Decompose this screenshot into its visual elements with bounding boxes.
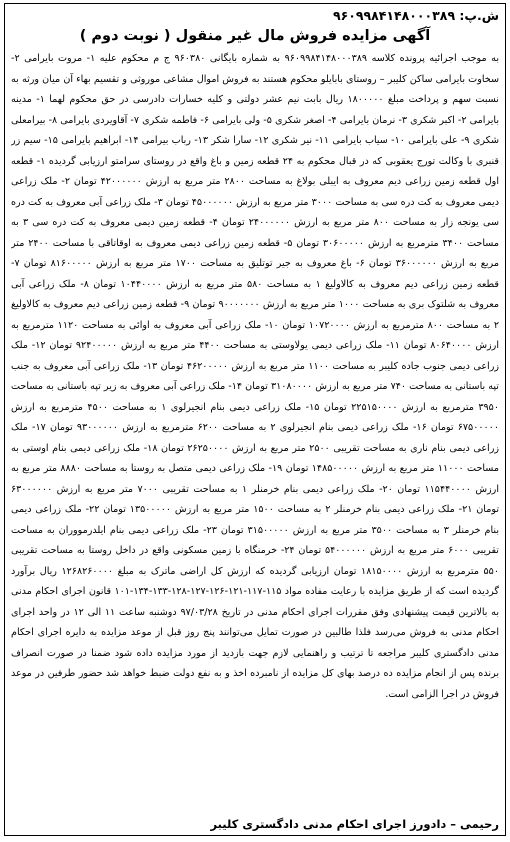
reference-number: ش.پ: ۹۶۰۹۹۸۴۱۴۸۰۰۰۳۸۹	[333, 8, 499, 23]
notice-frame	[4, 3, 506, 836]
notice-body: به موجب اجرائیه پرونده کلاسه ۹۶۰۹۹۸۴۱۴۸۰۰۰۳۸۹ به شماره بایگانی ۹۶۰۳۸۰ ج م محکوم علیه ۱- مروت بایرامی ۲- سخاوت بایرامی ساکن کلیبر – روستای بابایلو محکوم هستند به فروش اموال مشاعی موروثی و تقسیم بهاء آن میان ورثه به نسبت سهم و پرداخت مبلغ ۱۸۰۰۰۰۰ ریال بابت نیم عشر دولتی و کلیه خسارات دادرسی در حق محکوم لهما ۱- مدینه بایرامی ۲- اکبر شکری ۳- نرمان بایرامی ۴- اصغر شکری ۵- ولی بایرامی ۶- فاطمه شکری ۷- آقاویردی بایرامی ۸- بیرامعلی شکری ۹- علی بایرامی ۱۰- سیاب بایرامی ۱۱- نیر شکری ۱۲- سارا شکر ۱۳- رباب بیرامی ۱۴- ابراهیم بایرامی ۱۵- سیم زر قنبری با وکالت تورج یعقوبی که در قبال محکوم به ۲۴ قطعه زمین و باغ واقع در روستای سرامتو ارزیابی گردیده ۱- قطعه اول قطعه زمین زراعی دیم معروف به ایبلی بولاغ به مساحت ۲۸۰۰ متر مربع به ارزش ۴۲۰۰۰۰۰۰ تومان ۲- ملک زراعی دیمی معروف به کت دره سی به مساحت ۳۰۰۰ متر مربع به ارزش ۴۵۰۰۰۰۰۰ تومان ۳- ملک زراعی آبی معروف به کت دره سی یونجه زار به مساحت ۸۰۰ متر مربع به ارزش ۲۴۰۰۰۰۰۰ تومان ۴- قطعه زمین دیمی معروف به کت دره سی ۳ به مساحت ۳۴۰۰ مترمربع به ارزش ۳۰۶۰۰۰۰۰ تومان ۵- قطعه زمین زراعی دیمی معروف به اوقاتاقی با مساحت ۲۴۰۰ متر مربع به ارزش ۳۶۰۰۰۰۰۰ تومان ۶- باغ معروف به جیر توتلیق به مساحت ۱۷۰۰ متر مربع به ارزش ۸۱۶۰۰۰۰۰ تومان ۷- قطعه زمین زراعی دیم معروف به کالاولیغ ۱ به مساحت ۵۸۰ متر مربع به ارزش ۱۰۴۴۰۰۰۰ تومان ۸- ملک زراعی آبی معروف به شلتوک بری به مساحت ۱۰۰۰ متر مربع به ارزش ۹۰۰۰۰۰۰۰ تومان ۹- قطعه زمین زراعی دیم معروف به کالاولیغ ۲ به مساحت ۸۰۰ مترمربع به ارزش ۱۰۷۲۰۰۰۰ تومان ۱۰- ملک زراعی آبی معروف به اوائی به مساحت ۱۱۲۰ مترمربع به ارزش ۸۰۶۴۰۰۰۰ تومان ۱۱- ملک زراعی دیمی یولاوستی به مساحت ۴۴۰۰ متر مربع به ارزش ۹۲۴۰۰۰۰۰ تومان ۱۲- ملک زراعی دیمی جنوب جاده کلیبر به مساحت ۱۱۰۰ متر مربع به ارزش ۴۶۲۰۰۰۰۰ تومان ۱۳- ملک زراعی آبی معروف به جنب تپه باستانی به مساحت ۷۴۰ متر مربع به ارزش ۳۱۰۸۰۰۰۰ تومان ۱۴- ملک زراعی آبی معروف به زیر تپه باستانی به مساحت ۳۹۵۰ مترمربع به ارزش ۲۲۵۱۵۰۰۰۰ تومان ۱۵- ملک زراعی دیمی بنام انجیرلوی ۱ به مساحت ۴۵۰۰ مترمربع به ارزش ۶۷۵۰۰۰۰۰ تومان ۱۶- ملک زراعی دیمی بنام انجیرلوی ۲ به مساحت ۶۲۰۰ مترمربع به ارزش ۹۳۰۰۰۰۰۰ تومان ۱۷- ملک زراعی دیمی بنام ناری به مساحت تقریبی ۲۵۰۰ متر مربع به ارزش ۲۶۲۵۰۰۰۰ تومان ۱۸- ملک زراعی دیمی بنام اوستی به مساحت ۱۱۰۰۰ متر مربع به ارزش ۱۴۸۵۰۰۰۰۰ تومان ۱۹- ملک زراعی دیمی متصل به روستا به مساحت ۸۸۸۰ متر مربع به ارزش ۱۱۵۴۴۰۰۰۰ تومان ۲۰- ملک زراعی دیمی بنام خرمنلر ۱ به مساحت تقریبی ۷۰۰۰ متر مربع به ارزش ۶۳۰۰۰۰۰۰ تومان ۲۱- ملک زراعی دیمی بنام خرمنلر ۲ به مساحت ۱۵۰۰ متر مربع به ارزش ۱۳۵۰۰۰۰۰ تومان ۲۲- ملک زراعی دیمی بنام خرمنلر ۳ به مساحت ۳۵۰۰ متر مربع به ارزش ۳۱۵۰۰۰۰۰ تومان ۲۳- ملک زراعی دیمی بنام ایلدرمووران به مساحت تقریبی ۶۰۰۰ متر مربع به ارزش ۵۴۰۰۰۰۰۰ تومان ۲۴- خرمنگاه با زمین مسکونی واقع در داخل روستا به مساحت تقریبی ۵۵۰ مترمربع به ارزش ۱۸۱۵۰۰۰۰ تومان ارزیابی گردیده که ارزش کل اراضی ماترک به مبلغ ۱۲۶۸۲۶۰۰۰۰ ریال برآورد گردیده است که از طریق مزایده با رعایت مفاده مواد ۱۱۵-۱۱۷-۱۲۱-۱۲۶-۱۲۷-۱۲۸-۱۳۳-۱۳۴-۱۰۱ قانون اجرای احکام مدنی به بالاترین قیمت پیشنهادی وفق مقررات اجرای احکام مدنی در تاریخ ۹۷/۰۳/۲۸ دوشنبه ساعت ۱۱ الی ۱۲ در واحد اجرای احکام مدنی به فروش می‌رسد فلذا طالبین در صورت تمایل می‌توانند پنج روز قبل از موعد مزایده به دایره اجرای احکام مدنی دادگستری کلیبر مراجعه تا ترتیب و راهنمایی لازم جهت بازدید از مورد مزایده داده شود ضمنا در صورت انصراف برنده پس از انجام مزایده ده درصد بهای کل مزایده از نامبرده اخذ و به نفع دولت ضبط خواهد شد حضور طرفین در موعد فروش در اجرا الزامی است.	[11, 53, 499, 700]
notice-signature: رحیمی – دادورز اجرای احکام مدنی دادگستری کلیبر	[210, 817, 499, 831]
notice-title: آگهی مزایده فروش مال غیر منقول ( نوبت دوم )	[79, 28, 431, 44]
